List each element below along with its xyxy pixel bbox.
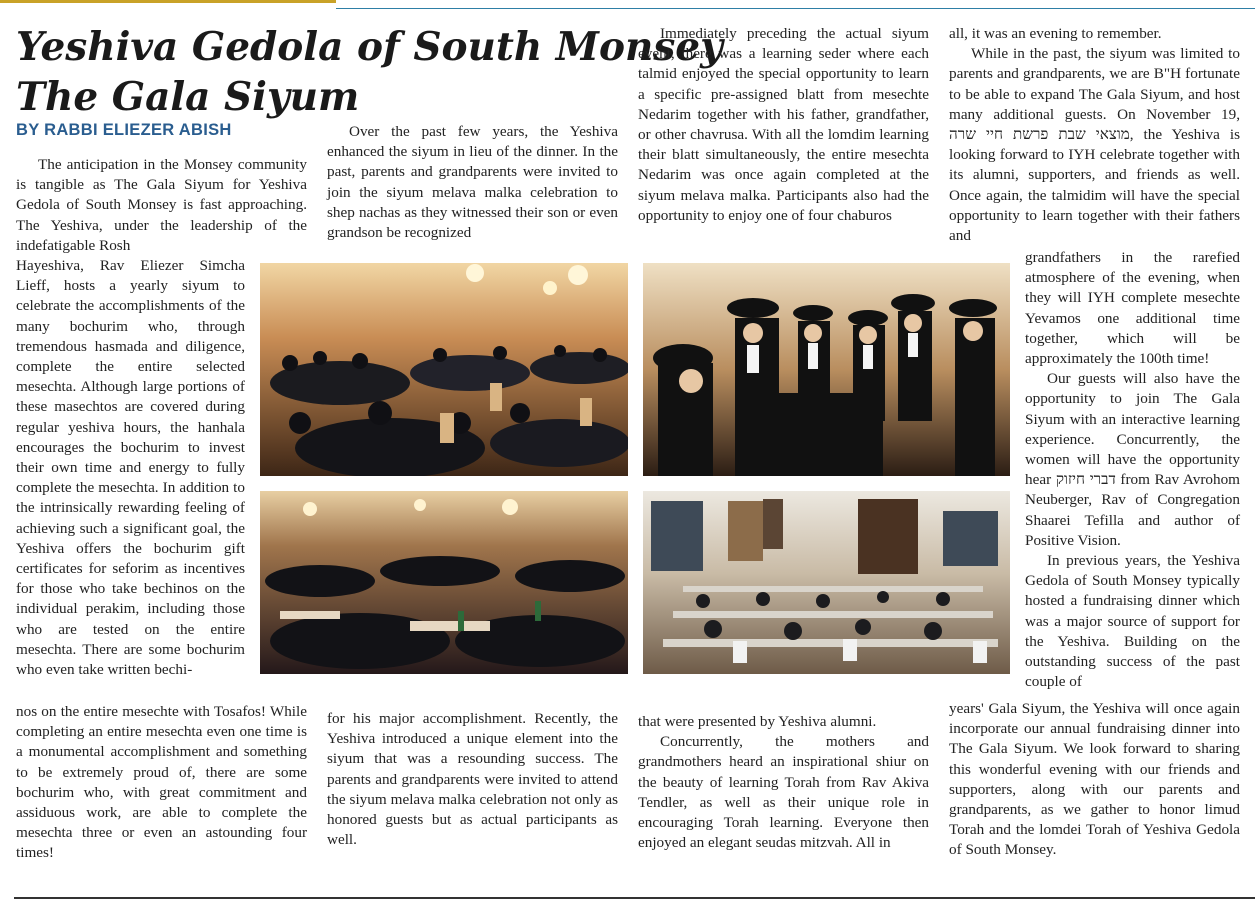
col4-para-0: all, it was an evening to remember. bbox=[949, 25, 1162, 42]
photo-beis-medrash bbox=[643, 491, 1010, 674]
col4-para-2: Our guests will also have the opportunity to join The Gala Siyum with an interactive learning experience. Concurrently, the women will have the opportunity hear דברי חיזוק from Rav Avrohom Neuberger, Rav of Congregation Shaarei Tefilla and author of Positive Vision. bbox=[1025, 370, 1240, 549]
header-rule bbox=[336, 8, 1255, 9]
col4-para-3: In previous years, the Yeshiva Gedola of South Monsey typically hosted a fundraising dinner which was a major source of support for the Yeshiva. Building on the outstanding success of the past couple of bbox=[1025, 552, 1240, 691]
photo-siyum-crowd bbox=[260, 491, 628, 674]
col2-para-top: Over the past few years, the Yeshiva enhanced the siyum in lieu of the dinner. In the past, parents and grandparents were invited to join the siyum melava malka celebration to shep nachas as they witnessed their son or even grandson be recognized bbox=[327, 123, 618, 242]
col3-para-top: Immediately preceding the actual siyum event, there was a learning seder where each talmid enjoyed the special opportunity to learn a specific pre-assigned blatt from mesechte Nedarim together with his father, grandfather, or other chavrusa. With all the lomdim learning their blatt simultaneously, the entire mesechta Nedarim was once again completed at the siyum melava malka. Participants also had the opportunity to enjoy one of four chaburos bbox=[638, 25, 929, 224]
col4-para-3-cont: years' Gala Siyum, the Yeshiva will once again incorporate our annual fundraising dinner into The Gala Siyum. We look forward to sharing this wonderful evening with our friends and supporters, along with our parents and grandparents, as we gather to honor limud Torah and the lomdei Torah of Yeshiva Gedola of South Monsey. bbox=[949, 700, 1240, 859]
col1-para-top: The anticipation in the Monsey community is tangible as The Gala Siyum for Yeshiva Gedola of South Monsey is fast approaching. The Yeshiva, under the leadership of the indefatigable Rosh bbox=[16, 156, 307, 254]
col1-para-bottom: nos on the entire mesechte with Tosafos! While completing an entire mesechta even one time is a monumental accomplishment and something to be extremely proud of, there are some bochurim who, with great commitment and assiduous work, are able to complete the mesechta three or even an astounding four times! bbox=[16, 703, 307, 862]
col4-side bbox=[1025, 248, 1240, 692]
photo-banquet-hall bbox=[260, 263, 628, 476]
col4-para-1: While in the past, the siyum was limited to parents and grandparents, we are B"H fortunate to be able to expand The Gala Siyum, and host many additional guests. On November 19, מוצאי שבת פרשת חיי שרה, the Yeshiva is looking forward to IYH celebrate together with its alumni, supporters, and friends as well. Once again, the talmidim will have the special opportunity to learn together with their fathers and bbox=[949, 45, 1240, 245]
byline: BY RABBI ELIEZER ABISH bbox=[16, 121, 232, 139]
title-line-1: Yeshiva Gedola of South Monsey bbox=[16, 24, 723, 70]
photo-dancing bbox=[643, 263, 1010, 476]
col2-para-bottom: for his major accomplishment. Recently, the Yeshiva introduced a unique element into the siyum that was a resounding success. The parents and grandparents were invited to attend the siyum melava malka celebration not only as honored guests but as actual participants as well. bbox=[327, 710, 618, 849]
col1-para-side: Hayeshiva, Rav Eliezer Simcha Lieff, hosts a yearly siyum to celebrate the accomplishments of the many bochurim who, through tremendous hasmada and diligence, complete the entire selected mesechta. Although large portions of these masechtos are covered during regular yeshiva hours, the hanhala encourages the bochurim to invest their own time and energy to fully complete the mesechta. In addition to the intrinsically rewarding feeling of achieving such a significant goal, the Yeshiva offers the bochurim gift certificates for seforim as incentives for those who take bechinos on the individual perakim, including those who are tested on the entire mesechta. There are some bochurim who even take written bechi- bbox=[16, 257, 245, 679]
col4-top bbox=[949, 24, 1240, 246]
col3-para-bottom-1: that were presented by Yeshiva alumni. bbox=[638, 713, 877, 730]
header-accent-gold bbox=[0, 0, 336, 3]
title-line-2: The Gala Siyum bbox=[16, 74, 360, 120]
bottom-rule bbox=[14, 897, 1255, 899]
col3-para-bottom-2: Concurrently, the mothers and grandmothers heard an inspirational shiur on the beauty of learning Torah from Rav Akiva Tendler, as well as their unique role in encouraging Torah learning. Everyone then enjoyed an elegant seudas mitzvah. All in bbox=[638, 733, 929, 852]
article-title bbox=[16, 22, 723, 122]
col3-bottom bbox=[638, 712, 929, 853]
col4-para-1-cont: grandfathers in the rarefied atmosphere of the evening, when they will IYH complete mesechte Yevamos one additional time together, which will be approximately the 100th time! bbox=[1025, 249, 1240, 368]
